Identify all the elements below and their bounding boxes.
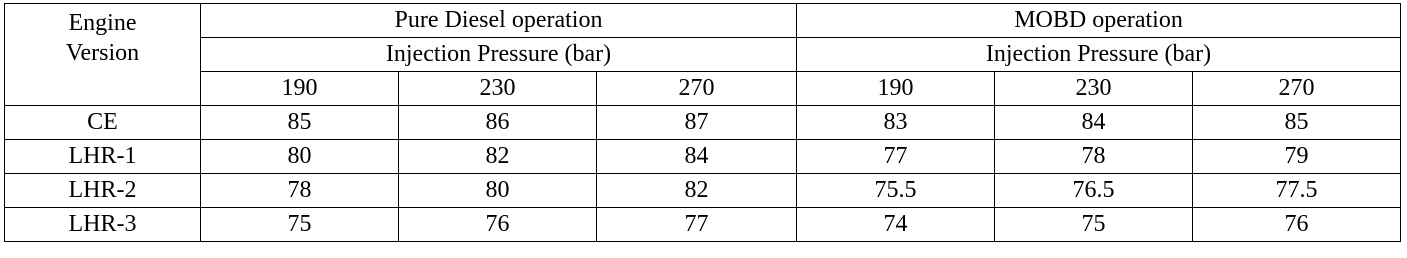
table-cell: 76 [399, 208, 597, 242]
table-cell: 85 [201, 106, 399, 140]
table-cell: 77 [797, 140, 995, 174]
subheader-mobd-pressure: Injection Pressure (bar) [797, 38, 1401, 72]
table-cell: 80 [201, 140, 399, 174]
table-cell: 80 [399, 174, 597, 208]
engine-header-line-2: Version [65, 40, 140, 66]
table-cell: 75 [201, 208, 399, 242]
table-cell: 79 [1193, 140, 1401, 174]
table-cell: 77 [597, 208, 797, 242]
engine-version-header [5, 4, 201, 106]
table-cell: 85 [1193, 106, 1401, 140]
table-row [5, 140, 1401, 174]
pressure-header: 190 [797, 72, 995, 106]
header-row-subtitles [5, 38, 1401, 72]
pressure-header: 230 [995, 72, 1193, 106]
table-cell: 84 [995, 106, 1193, 140]
engine-label: LHR-2 [5, 174, 201, 208]
subheader-pure-diesel-pressure: Injection Pressure (bar) [201, 38, 797, 72]
table-cell: 84 [597, 140, 797, 174]
engine-label: LHR-3 [5, 208, 201, 242]
engine-header-line-1: Engine [68, 10, 137, 36]
table-cell: 76 [1193, 208, 1401, 242]
header-row-groups [5, 4, 1401, 38]
table-cell: 82 [399, 140, 597, 174]
pressure-header: 190 [201, 72, 399, 106]
engine-label: CE [5, 106, 201, 140]
table-cell: 75.5 [797, 174, 995, 208]
table-cell: 74 [797, 208, 995, 242]
table-cell: 77.5 [1193, 174, 1401, 208]
table-cell: 78 [995, 140, 1193, 174]
header-row-pressures [5, 72, 1401, 106]
data-table [4, 3, 1401, 242]
pressure-header: 230 [399, 72, 597, 106]
table-cell: 78 [201, 174, 399, 208]
table-cell: 83 [797, 106, 995, 140]
table-row [5, 174, 1401, 208]
table-cell: 82 [597, 174, 797, 208]
pressure-header: 270 [597, 72, 797, 106]
table-cell: 87 [597, 106, 797, 140]
engine-label: LHR-1 [5, 140, 201, 174]
pressure-header: 270 [1193, 72, 1401, 106]
table-row [5, 208, 1401, 242]
group-header-mobd: MOBD operation [797, 4, 1401, 38]
group-header-pure-diesel: Pure Diesel operation [201, 4, 797, 38]
table-cell: 75 [995, 208, 1193, 242]
table-cell: 86 [399, 106, 597, 140]
table-cell: 76.5 [995, 174, 1193, 208]
table-row [5, 106, 1401, 140]
